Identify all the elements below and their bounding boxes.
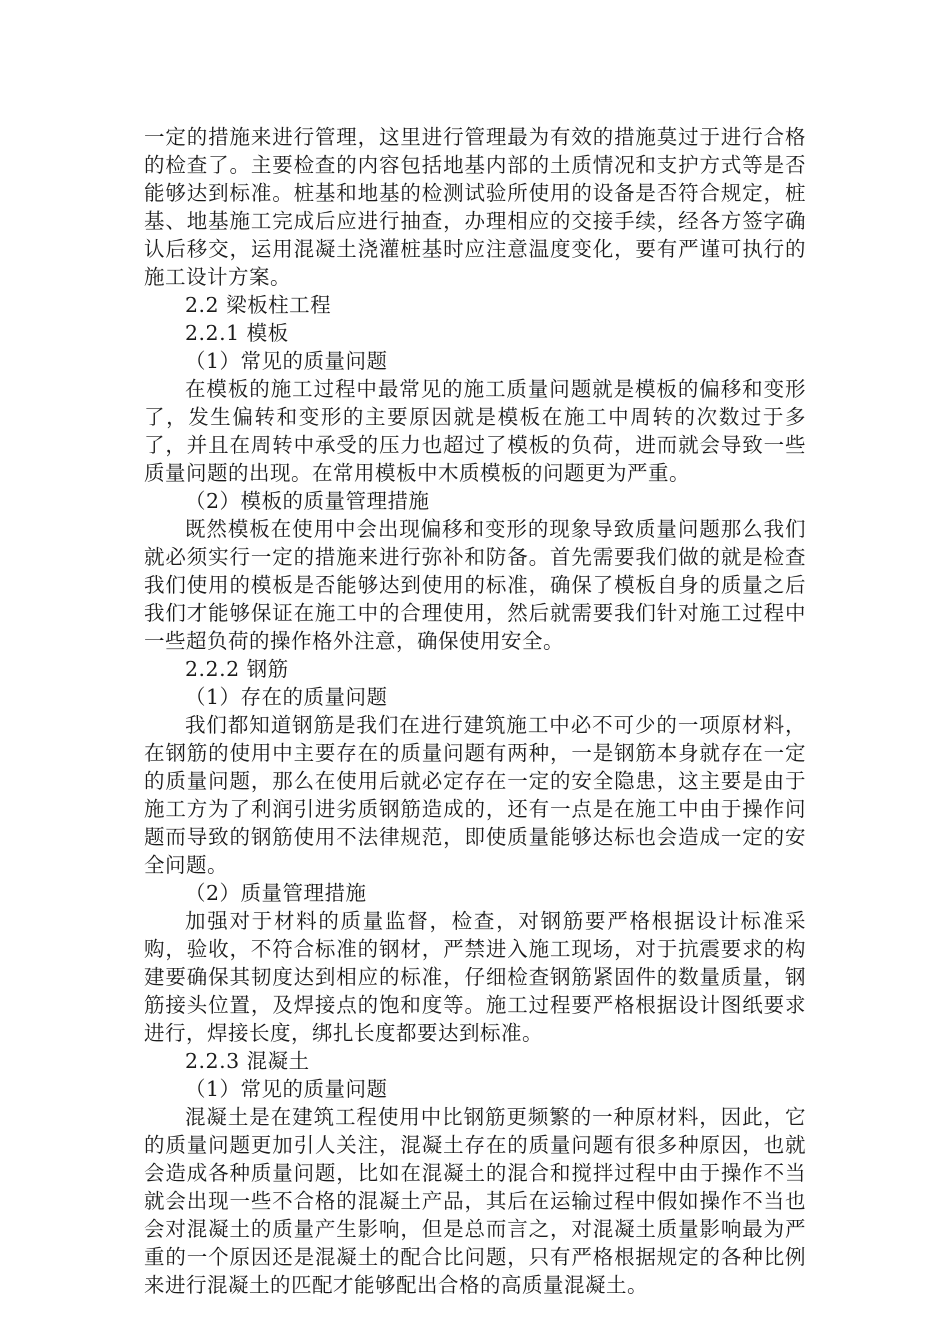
paragraph-concrete-issues: 混凝土是在建筑工程使用中比钢筋更频繁的一种原材料，因此，它的质量问题更加引人关注，混凝土存在的质量问题有很多种原因，也就会造成各种质量问题，比如在混凝土的混合和搅拌过程中由于操作不当就会出现一些不合格的混凝土产品，其后在运输过程中假如操作不当也会对混凝土的质量产生影响，但是总而言之，对混凝土质量影响最为严重的一个原因还是混凝土的配合比问题，只有严格根据规定的各种比例来进行混凝土的匹配才能够配出合格的高质量混凝土。	[144, 1105, 806, 1297]
paragraph-rebar-issues: 我们都知道钢筋是我们在进行建筑施工中必不可少的一项原材料，在钢筋的使用中主要存在的质量问题有两种，一是钢筋本身就存在一定的质量问题，那么在使用后就必定存在一定的安全隐患，这主要是由于施工方为了利润引进劣质钢筋造成的，还有一点是在施工中由于操作问题而导致的钢筋使用不法律规范，即使质量能够达标也会造成一定的安全问题。	[144, 713, 806, 877]
section-heading-2-2: 2.2 梁板柱工程	[185, 293, 332, 317]
document-page	[144, 123, 806, 1299]
paragraph-intro: 一定的措施来进行管理，这里进行管理最为有效的措施莫过于进行合格的检查了。主要检查的内容包括地基内部的土质情况和支护方式等是否能够达到标准。桩基和地基的检测试验所使用的设备是否符合规定，桩基、地基施工完成后应进行抽查，办理相应的交接手续，经各方签字确认后移交，运用混凝土浇灌桩基时应注意温度变化，要有严谨可执行的施工设计方案。	[144, 125, 806, 289]
subsection-heading-2-2-1: 2.2.1 模板	[185, 321, 289, 345]
item-heading-formwork-measures: （2）模板的质量管理措施	[185, 489, 430, 513]
paragraph-rebar-measures: 加强对于材料的质量监督，检查，对钢筋要严格根据设计标准采购，验收，不符合标准的钢材，严禁进入施工现场，对于抗震要求的构建要确保其韧度达到相应的标准，仔细检查钢筋紧固件的数量质量，钢筋接头位置，及焊接点的饱和度等。施工过程要严格根据设计图纸要求进行，焊接长度，绑扎长度都要达到标准。	[144, 909, 806, 1045]
paragraph-formwork-measures: 既然模板在使用中会出现偏移和变形的现象导致质量问题那么我们就必须实行一定的措施来进行弥补和防备。首先需要我们做的就是检查我们使用的模板是否能够达到使用的标准，确保了模板自身的质量之后我们才能够保证在施工中的合理使用，然后就需要我们针对施工过程中一些超负荷的操作格外注意，确保使用安全。	[144, 517, 806, 653]
item-heading-rebar-measures: （2）质量管理措施	[185, 881, 367, 905]
item-heading-formwork-issues: （1）常见的质量问题	[185, 349, 388, 373]
paragraph-formwork-issues: 在模板的施工过程中最常见的施工质量问题就是模板的偏移和变形了，发生偏转和变形的主要原因就是模板在施工中周转的次数过于多了，并且在周转中承受的压力也超过了模板的负荷，进而就会导致一些质量问题的出现。在常用模板中木质模板的问题更为严重。	[144, 377, 806, 485]
subsection-heading-2-2-3: 2.2.3 混凝土	[185, 1049, 310, 1073]
subsection-heading-2-2-2: 2.2.2 钢筋	[185, 657, 289, 681]
item-heading-concrete-issues: （1）常见的质量问题	[185, 1077, 388, 1101]
item-heading-rebar-issues: （1）存在的质量问题	[185, 685, 388, 709]
